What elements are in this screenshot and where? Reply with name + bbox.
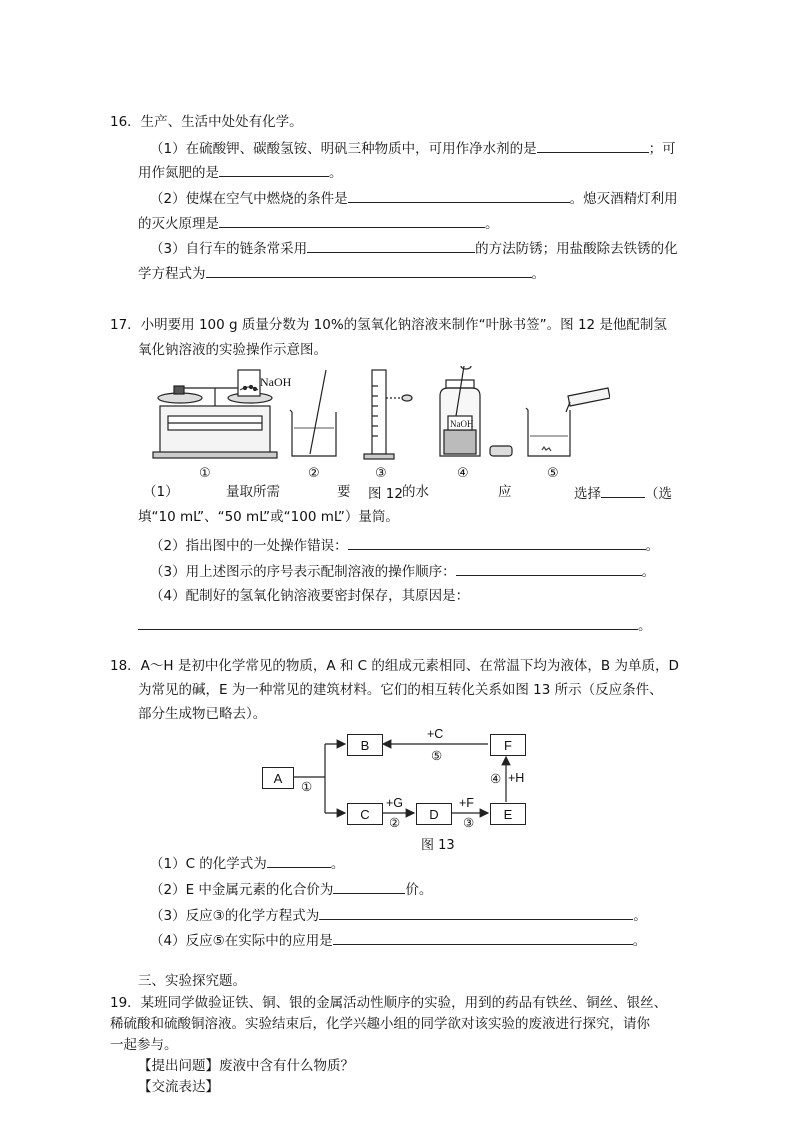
answer-blank[interactable] (348, 188, 570, 203)
q17-p1-text: 要 (337, 484, 351, 500)
q17-p1-text: 选择 （选 (574, 483, 672, 503)
answer-blank[interactable] (333, 930, 633, 945)
edge-label-r4: ④ (490, 772, 502, 786)
q17-line2: 氧化钠溶液的实验操作示意图。 (138, 342, 327, 358)
q17-line-p2: （2）指出图中的一处操作错误： 。 (150, 535, 659, 555)
reagent-jar-icon (440, 366, 512, 456)
figure-12-caption: 图 12 (368, 486, 403, 502)
q19-line4: 【提出问题】废液中含有什么物质？ (138, 1058, 354, 1074)
q18-line2: 为常见的碱，E 为一种常见的建筑材料。它们的相互转化关系如图 13 所示（反应条件、 (138, 682, 663, 698)
naoh-label-jar: NaOH (450, 419, 474, 429)
q18-p2: （2）E 中金属元素的化合价为 价。 (150, 879, 432, 899)
q17-line1: 17．小明要用 100 g 质量分数为 10%的氢氧化钠溶液来制作“叶脉书签”。图 12 是他配制氢 (110, 317, 667, 333)
q17-line-p4: （4）配制好的氢氧化钠溶液要密封保存，其原因是： (150, 588, 470, 604)
edge-label-r1: ① (301, 780, 313, 794)
naoh-label-balance: NaOH (260, 375, 292, 389)
q18-p4: （4）反应⑤在实际中的应用是 。 (150, 930, 646, 950)
q17-line-p3: （3）用上述图示的序号表示配制溶液的操作顺序： 。 (150, 561, 655, 581)
q16-line3-cont: 学方程式为 。 (138, 263, 545, 283)
edge-label-r5: ⑤ (431, 749, 443, 763)
step-label-3: ③ (375, 466, 387, 481)
pouring-cylinder-icon (526, 388, 610, 456)
edge-label-r2: ② (389, 816, 401, 830)
q18-p1: （1）C 的化学式为 。 (150, 853, 344, 873)
node-c: C (347, 803, 383, 825)
answer-blank[interactable] (219, 162, 329, 177)
answer-blank[interactable] (307, 238, 475, 253)
q16-line1: （1）在硫酸钾、碳酸氢铵、明矾三种物质中，可用作净水剂的是 ；可 (150, 138, 676, 158)
node-d: D (416, 803, 452, 825)
answer-blank[interactable] (206, 263, 532, 278)
step-label-4: ④ (457, 466, 469, 481)
q18-p3: （3）反应③的化学方程式为 。 (150, 905, 647, 925)
answer-blank[interactable] (219, 213, 485, 228)
beaker-stirring-icon (290, 370, 336, 456)
step-label-2: ② (308, 466, 320, 481)
answer-blank[interactable] (601, 483, 645, 498)
q16-line3: （3）自行车的链条常采用 的方法防锈；用盐酸除去铁锈的化 (150, 238, 678, 258)
answer-blank[interactable] (267, 853, 331, 868)
edge-label-plus-f: +F (459, 796, 474, 810)
section-3-title: 三、实验探究题。 (138, 973, 246, 989)
node-b: B (347, 734, 383, 756)
q17-p1-label: （1） (143, 484, 179, 500)
answer-blank[interactable] (319, 905, 633, 920)
step-label-5: ⑤ (547, 466, 559, 481)
answer-blank[interactable] (348, 535, 646, 550)
edge-label-plus-g: +G (386, 796, 404, 810)
q17-p1-text: 量取所需 (226, 484, 280, 500)
q19-line1: 19．某班同学做验证铁、铜、银的金属活动性顺序的实验，用到的药品有铁丝、铜丝、银丝、 (110, 995, 668, 1011)
answer-blank[interactable] (537, 138, 649, 153)
answer-blank[interactable] (456, 561, 642, 576)
figure-12 (150, 366, 610, 466)
q19-line3: 一起参与。 (110, 1037, 178, 1053)
edge-label-plus-h: +H (508, 771, 525, 785)
q17-line-p4-cont: 。 (138, 615, 652, 635)
q18-line1: 18．A～H 是初中化学常见的物质，A 和 C 的组成元素相同、在常温下均为液体，B 为单质，D (110, 658, 679, 674)
graduated-cylinder-icon (364, 370, 412, 459)
answer-blank[interactable] (333, 879, 405, 894)
q17-p1-text: 应 (498, 484, 512, 500)
balance-scale-icon (153, 370, 277, 458)
q19-line5: 【交流表达】 (138, 1079, 219, 1095)
node-f: F (490, 734, 526, 756)
q16-line1-cont: 用作氮肥的是 。 (138, 162, 343, 182)
q16-line2-cont: 的灭火原理是 。 (138, 213, 499, 233)
q16-line2: （2）使煤在空气中燃烧的条件是 。熄灭酒精灯利用 (150, 188, 678, 208)
q17-p1-text: 的水 (402, 484, 429, 500)
q19-line2: 稀硫酸和硫酸铜溶液。实验结束后，化学兴趣小组的同学欲对该实验的废液进行探究，请你 (110, 1016, 650, 1032)
q17-p1-cont: 填“10 mL”、“50 mL”或“100 mL”）量筒。 (138, 509, 399, 525)
edge-label-r3: ③ (463, 816, 475, 830)
figure-13-caption: 图 13 (421, 838, 455, 853)
node-a: A (262, 767, 294, 789)
edge-label-plus-c: +C (427, 727, 444, 741)
step-label-1: ① (199, 466, 211, 481)
answer-blank[interactable] (138, 615, 638, 630)
q18-line3: 部分生成物已略去）。 (138, 706, 267, 722)
q16-title: 16．生产、生活中处处有化学。 (110, 114, 303, 130)
node-e: E (490, 803, 526, 825)
